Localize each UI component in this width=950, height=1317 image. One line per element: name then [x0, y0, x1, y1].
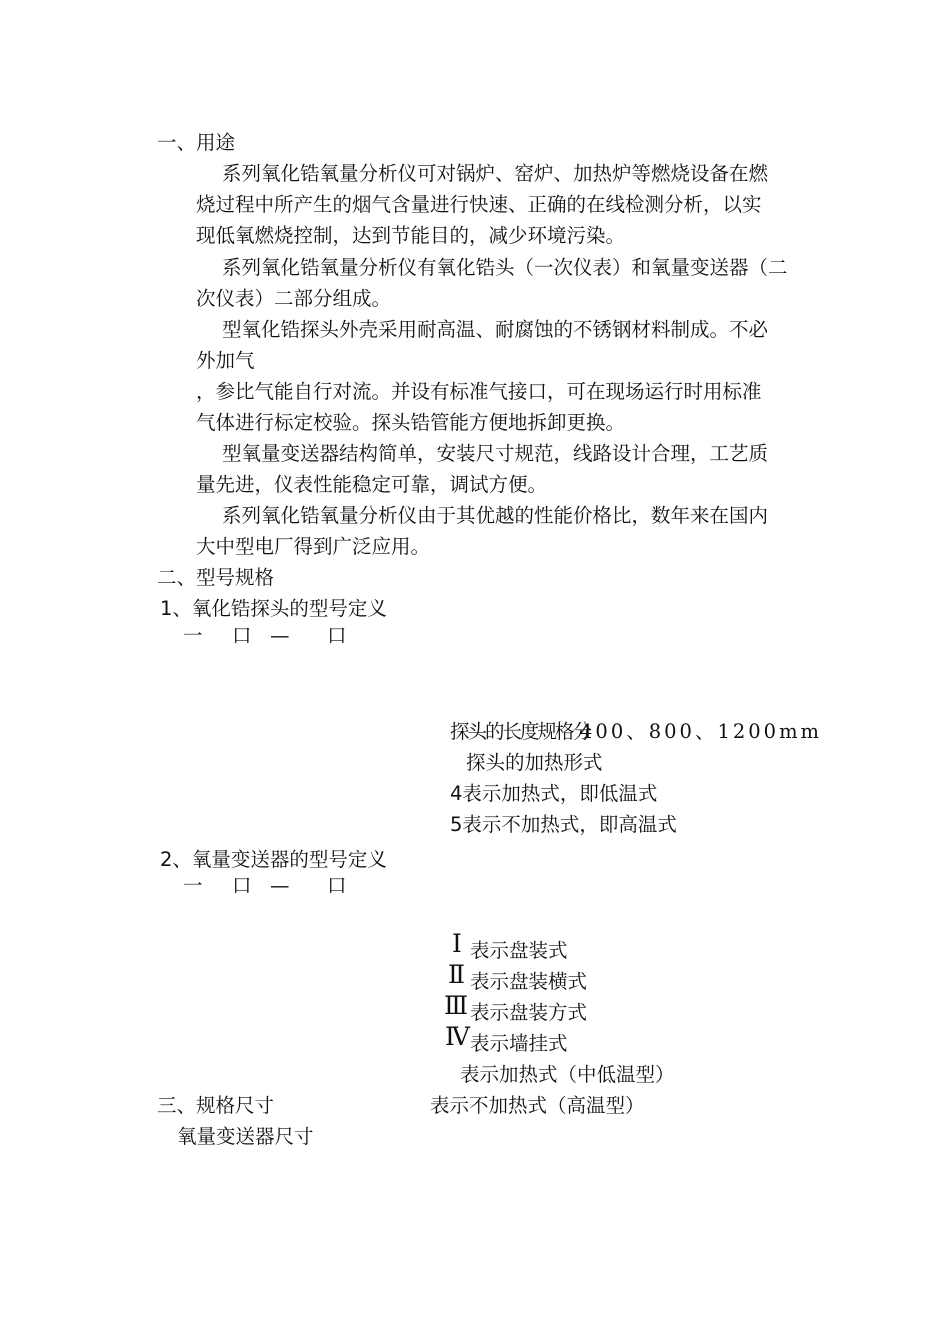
model-code-dash: — [270, 874, 290, 897]
section-heading-dimensions: 三、规格尺寸 [157, 1094, 275, 1117]
transmitter-unheated: 表示不加热式（高温型） [430, 1094, 645, 1117]
model-code-box: 口 [327, 624, 347, 647]
paragraph-line: 系列氧化锆氧量分析仪有氧化锆头（一次仪表）和氧量变送器（二 [222, 256, 788, 279]
roman-numeral: Ⅲ [444, 993, 469, 1020]
paragraph-line: 系列氧化锆氧量分析仪可对锅炉、窑炉、加热炉等燃烧设备在燃 [222, 162, 769, 185]
model-code-box: 口 [232, 624, 252, 647]
roman-numeral: Ⅳ [445, 1024, 470, 1051]
paragraph-line: 量先进，仪表性能稳定可靠，调试方便。 [196, 473, 548, 496]
probe-option-heated: 4表示加热式，即低温式 [450, 782, 658, 805]
paragraph-line: 系列氧化锆氧量分析仪由于其优越的性能价格比，数年来在国内 [222, 504, 769, 527]
paragraph-line: 现低氧燃烧控制，达到节能目的，减少环境污染。 [196, 224, 626, 247]
model-code-box: 口 [327, 874, 347, 897]
paragraph-line: 次仪表）二部分组成。 [196, 287, 392, 310]
model-code-dash: — [270, 624, 290, 647]
transmitter-option: 表示盘装式 [470, 939, 568, 962]
roman-numeral: Ⅱ [448, 962, 465, 989]
subheading-probe-model: 1、氧化锆探头的型号定义 [160, 597, 387, 620]
transmitter-option: 表示盘装横式 [470, 970, 588, 993]
paragraph-line: 大中型电厂得到广泛应用。 [196, 535, 431, 558]
section-heading-usage: 一、用途 [157, 131, 236, 154]
section-heading-model: 二、型号规格 [157, 566, 275, 589]
probe-option-unheated: 5表示不加热式，即高温式 [450, 813, 677, 836]
paragraph-line: 型氧化锆探头外壳采用耐高温、耐腐蚀的不锈钢材料制成。不必 [222, 318, 769, 341]
probe-heating-label: 探头的加热形式 [466, 751, 603, 774]
transmitter-dimensions-label: 氧量变送器尺寸 [177, 1125, 314, 1148]
probe-length-label: 探头的长度规格分 [450, 720, 591, 743]
paragraph-line: ，参比气能自行对流。并设有标准气接口，可在现场运行时用标准 [196, 380, 762, 403]
transmitter-option: 表示墙挂式 [470, 1032, 568, 1055]
subheading-transmitter-model: 2、氧量变送器的型号定义 [160, 848, 387, 871]
probe-length-values: 400、800、1200mm [580, 720, 823, 743]
paragraph-line: 烧过程中所产生的烟气含量进行快速、正确的在线检测分析，以实 [196, 193, 762, 216]
paragraph-line: 外加气 [196, 349, 255, 372]
roman-numeral: Ⅰ [452, 931, 462, 958]
paragraph-line: 气体进行标定校验。探头锆管能方便地拆卸更换。 [196, 411, 626, 434]
transmitter-option: 表示盘装方式 [470, 1001, 588, 1024]
transmitter-heated: 表示加热式（中低温型） [460, 1063, 675, 1086]
model-code-part: 一 [183, 624, 203, 647]
model-code-box: 口 [232, 874, 252, 897]
paragraph-line: 型氧量变送器结构简单，安装尺寸规范，线路设计合理，工艺质 [222, 442, 769, 465]
model-code-part: 一 [183, 874, 203, 897]
